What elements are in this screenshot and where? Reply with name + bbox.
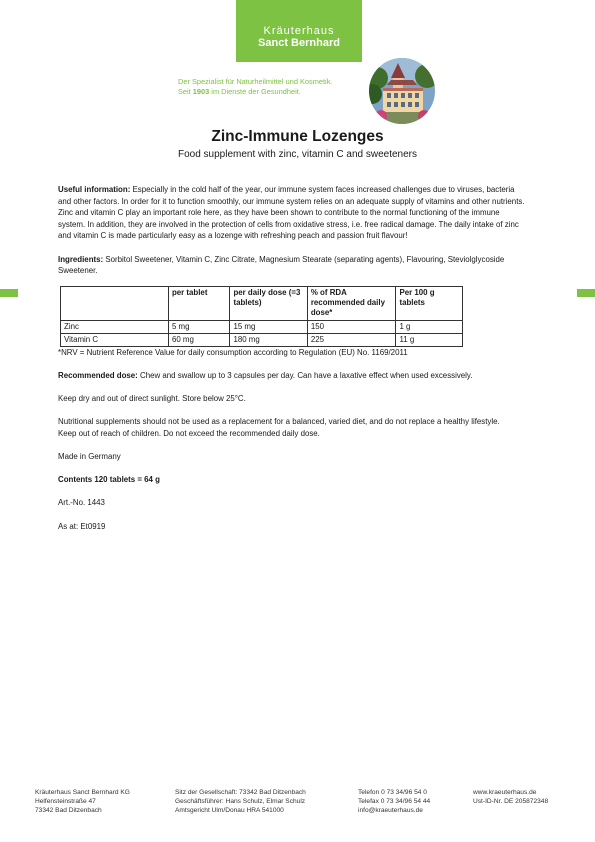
footer-phone: Telefon 0 73 34/96 54 0 [358,789,427,796]
logo-line-2: Sanct Bernhard [258,37,340,49]
recommended-dose [58,370,528,382]
table-row [61,320,463,333]
footer-line: Kräuterhaus Sanct Bernhard KG [35,789,130,796]
tagline-line-2 [178,87,378,97]
tagline-suffix: im Dienste der Gesundheit. [209,87,301,96]
table-cell: 150 [307,320,396,333]
article-number: Art.-No. 1443 [58,498,105,508]
nrv-note: *NRV = Nutrient Reference Value for daily consumption according to Regulation (EU) No. 1169/2011 [58,347,408,357]
recommended-dose-label: Recommended dose: [58,370,138,380]
as-at: As at: Et0919 [58,521,106,531]
table-cell: 11 g [396,333,463,346]
company-logo [236,0,362,62]
useful-information-label: Useful information: [58,185,131,194]
ingredients-text: Sorbitol Sweetener, Vitamin C, Zinc Citrate, Magnesium Stearate (separating agents), Flavouring, Steviolglycoside Sweetener. [58,254,505,276]
storage-note: Keep dry and out of direct sunlight. Store below 25°C. [58,394,246,404]
footer-line: Geschäftsführer: Hans Schulz, Elmar Schulz [175,798,306,805]
tagline-prefix: Seit [178,87,193,96]
useful-information [58,184,528,242]
ingredients-label: Ingredients: [58,254,104,264]
useful-information-text: Especially in the cold half of the year, our immune system faces increased challenges due to viruses, bacteria and other factors. In order for it to function smoothly, our immune system relies on an adequate supply of vitamins and other nutrients. Zinc and vitamin C play an important role here, as they have been shown to contribute to the normal functioning of the immune system. In addition, they are involved in the protection of cells from oxidative stress, i.e. free radical damage. The daily intake of zinc and vitamin C is made particularly easy as a lozenge with refreshing peach and passion fruit flavour! [58,185,525,241]
tagline-line-1: Der Spezialist für Naturheilmittel und Kosmetik. [178,77,333,86]
footer-email: info@kraeuterhaus.de [358,807,423,814]
tagline-year: 1903 [192,87,210,96]
footer-fax: Telefax 0 73 34/96 54 44 [358,798,431,805]
ingredients [58,254,528,277]
footer-line: Amtsgericht Ulm/Donau HRA 541000 [175,807,284,814]
table-cell: 180 mg [230,333,307,346]
footer-line: Helfensteinstraße 47 [35,798,96,805]
footer-legal [175,788,306,815]
recommended-dose-text: Chew and swallow up to 3 capsules per day. Can have a laxative effect when used excessively. [137,370,473,380]
table-header-cell: per tablet [168,286,230,320]
right-side-mark [577,289,595,297]
logo-line-1: Kräuterhaus [263,25,335,37]
table-row [61,333,463,346]
table-cell: 225 [307,333,396,346]
table-header-cell: % of RDA recommended daily dose* [307,286,396,320]
table-cell: 1 g [396,320,463,333]
made-in: Made in Germany [58,452,121,462]
table-cell: Zinc [61,320,169,333]
table-cell: Vitamin C [61,333,169,346]
tagline [178,77,378,97]
main-content [58,184,528,532]
table-cell: 5 mg [168,320,230,333]
nutrition-table [60,286,463,347]
table-cell: 60 mg [168,333,230,346]
product-subtitle: Food supplement with zinc, vitamin C and sweeteners [177,149,417,160]
table-cell: 15 mg [230,320,307,333]
footer-web [473,788,548,806]
footer-contact [358,788,430,815]
building-photo [369,58,435,124]
table-header-row [61,286,463,320]
warning-diet: Nutritional supplements should not be used as a replacement for a balanced, varied diet, and do not replace a healthy lifestyle. [58,417,500,427]
table-header-cell: per daily dose (=3 tablets) [230,286,307,320]
footer-vat-id: Ust-ID-Nr. DE 205872348 [473,798,549,805]
left-side-mark [0,289,18,297]
footer-line: 73342 Bad Ditzenbach [35,807,102,814]
footer-line: Sitz der Gesellschaft: 73342 Bad Ditzenbach [175,789,306,796]
footer-company [35,788,130,815]
footer-website: www.kraeuterhaus.de [473,789,537,796]
table-header-cell: Per 100 g tablets [396,286,463,320]
building-illustration [369,58,435,124]
warning-children: Keep out of reach of children. Do not exceed the recommended daily dose. [58,428,320,438]
product-title: Zinc-Immune Lozenges [211,128,384,145]
table-header-cell [61,286,169,320]
contents [58,474,528,486]
contents-text: Contents 120 tablets = 64 g [58,475,160,485]
